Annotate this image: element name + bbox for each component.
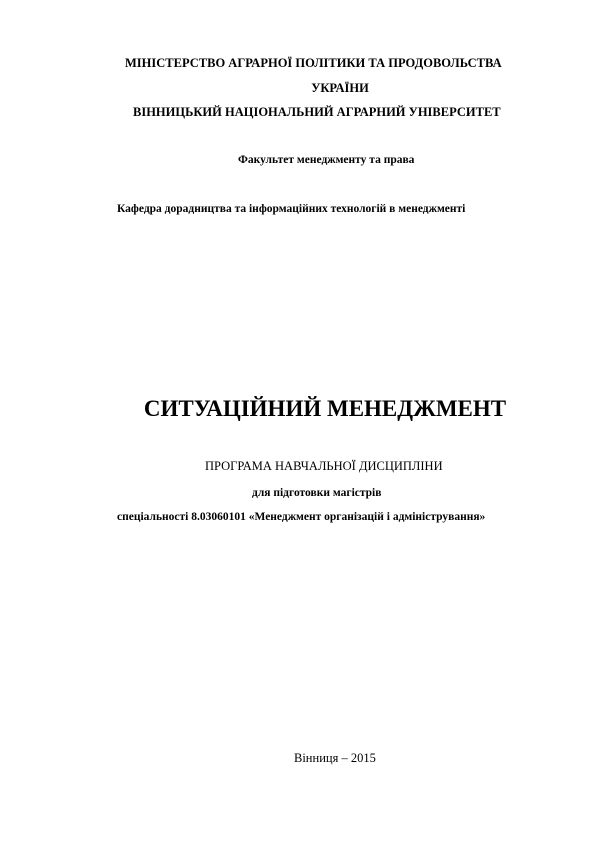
preparation-line: для підготовки магістрів bbox=[252, 487, 382, 499]
department-name: Кафедра дорадництва та інформаційних технологій в менеджменті bbox=[117, 203, 466, 215]
ministry-name-line-1: МІНІСТЕРСТВО АГРАРНОЇ ПОЛІТИКИ ТА ПРОДОВОЛЬСТВА bbox=[125, 56, 502, 70]
faculty-name: Факультет менеджменту та права bbox=[238, 154, 415, 166]
city-year: Вінниця – 2015 bbox=[294, 751, 376, 765]
program-heading: ПРОГРАМА НАВЧАЛЬНОЇ ДИСЦИПЛІНИ bbox=[205, 459, 443, 473]
ministry-name-line-2: УКРАЇНИ bbox=[311, 81, 369, 95]
document-title: СИТУАЦІЙНИЙ МЕНЕДЖМЕНТ bbox=[143, 396, 507, 421]
specialty-line: спеціальності 8.03060101 «Менеджмент організацій і адміністрування» bbox=[117, 511, 486, 523]
university-name: ВІННИЦЬКИЙ НАЦІОНАЛЬНИЙ АГРАРНИЙ УНІВЕРСИТЕТ bbox=[133, 105, 501, 119]
